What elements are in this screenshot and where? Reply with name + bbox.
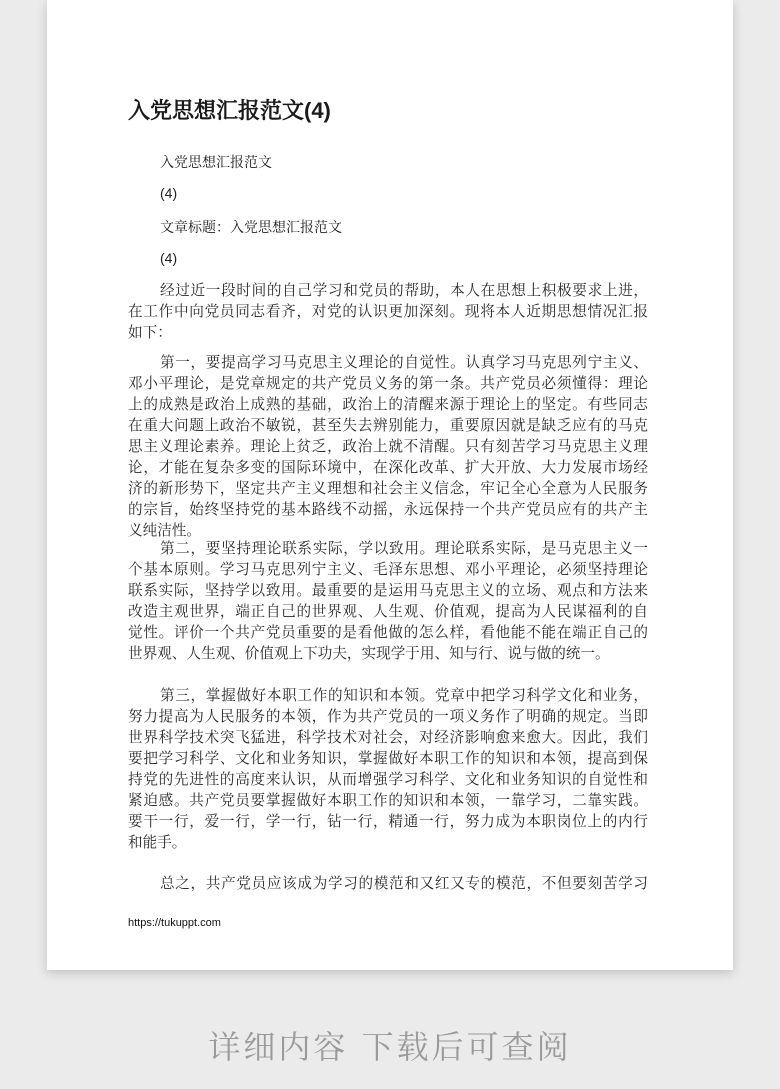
paragraph-line: 努力提高为人民服务的本领，作为共产党员的一项义务作了明确的规定。当即: [128, 708, 648, 725]
paragraph-line: 义纯洁性。: [128, 522, 201, 539]
paragraph-line: 如下：: [128, 324, 172, 341]
paragraph-line: 紧迫感。共产党员要掌握做好本职工作的知识和本领，一靠学习，二靠实践。: [128, 792, 648, 809]
paragraph-line: 个基本原则。学习马克思列宁主义、毛泽东思想、邓小平理论，必须坚持理论: [128, 561, 648, 578]
paragraph-line: 第三，掌握做好本职工作的知识和本领。党章中把学习科学文化和业务，: [160, 687, 648, 704]
paragraph-line: 觉性。评价一个共产党员重要的是看他做的怎么样，看他能不能在端正自己的: [128, 624, 648, 641]
paragraph-line: 在重大问题上政治不敏锐，甚至失去辨别能力，重要原因就是缺乏应有的马克: [128, 417, 648, 434]
document-subtitle-number: (4): [160, 185, 178, 201]
paragraph-line: 世界观、人生观、价值观上下功夫，实现学于用、知与行、说与做的统一。: [128, 645, 610, 662]
document-subtitle: 入党思想汇报范文: [160, 155, 272, 171]
paragraph-line: 联系实际，坚持学以致用。最重要的是运用马克思主义的立场、观点和方法来: [128, 582, 648, 599]
paragraph-line: 改造主观世界，端正自己的世界观、人生观、价值观，提高为人民谋福利的自: [128, 603, 648, 620]
paragraph-line: 第一，要提高学习马克思主义理论的自觉性。认真学习马克思列宁主义、: [160, 354, 648, 371]
paragraph-line: 邓小平理论，是党章规定的共产党员义务的第一条。共产党员必须懂得：理论: [128, 375, 648, 392]
paragraph-line: 在工作中向党员同志看齐，对党的认识更加深刻。现将本人近期思想情况汇报: [128, 303, 648, 320]
paragraph-line: 思主义理论素养。理论上贫乏，政治上就不清醒。只有刻苦学习马克思主义理: [128, 438, 648, 455]
paragraph-line: 经过近一段时间的自己学习和党员的帮助，本人在思想上积极要求上进，: [160, 282, 648, 299]
paragraph-line: 的宗旨，始终坚持党的基本路线不动摇，永远保持一个共产党员应有的共产主: [128, 501, 648, 518]
paragraph-line: 要把学习科学、文化和业务知识，掌握做好本职工作的知识和本领，提高到保: [128, 750, 648, 767]
paragraph-line: 要干一行，爱一行，学一行，钻一行，精通一行，努力成为本职岗位上的内行: [128, 813, 648, 830]
article-title-number: (4): [160, 250, 178, 266]
paragraph-line: 论，才能在复杂多变的国际环境中，在深化改革、扩大开放、大力发展市场经: [128, 459, 648, 476]
document-title: 入党思想汇报范文(4): [128, 98, 331, 123]
paragraph-line: 第二，要坚持理论联系实际，学以致用。理论联系实际，是马克思主义一: [160, 540, 648, 557]
paragraph-line: 和能手。: [128, 834, 187, 851]
footer-link[interactable]: https://tukuppt.com: [128, 917, 221, 929]
paragraph-line: 持党的先进性的高度来认识，从而增强学习科学、文化和业务知识的自觉性和: [128, 771, 648, 788]
paragraph-line: 总之，共产党员应该成为学习的模范和又红又专的模范，不但要刻苦学习: [160, 875, 648, 892]
paragraph-line: 上的成熟是政治上成熟的基础，政治上的清醒来源于理论上的坚定。有些同志: [128, 396, 648, 413]
paragraph-line: 济的新形势下，坚定共产主义理想和社会主义信念，牢记全心全意为人民服务: [128, 480, 648, 497]
article-title-label: 文章标题：入党思想汇报范文: [160, 220, 342, 236]
download-prompt-banner: 详细内容 下载后可查阅: [208, 1028, 572, 1066]
paragraph-line: 世界科学技术突飞猛进，科学技术对社会，对经济影响愈来愈大。因此，我们: [128, 729, 648, 746]
